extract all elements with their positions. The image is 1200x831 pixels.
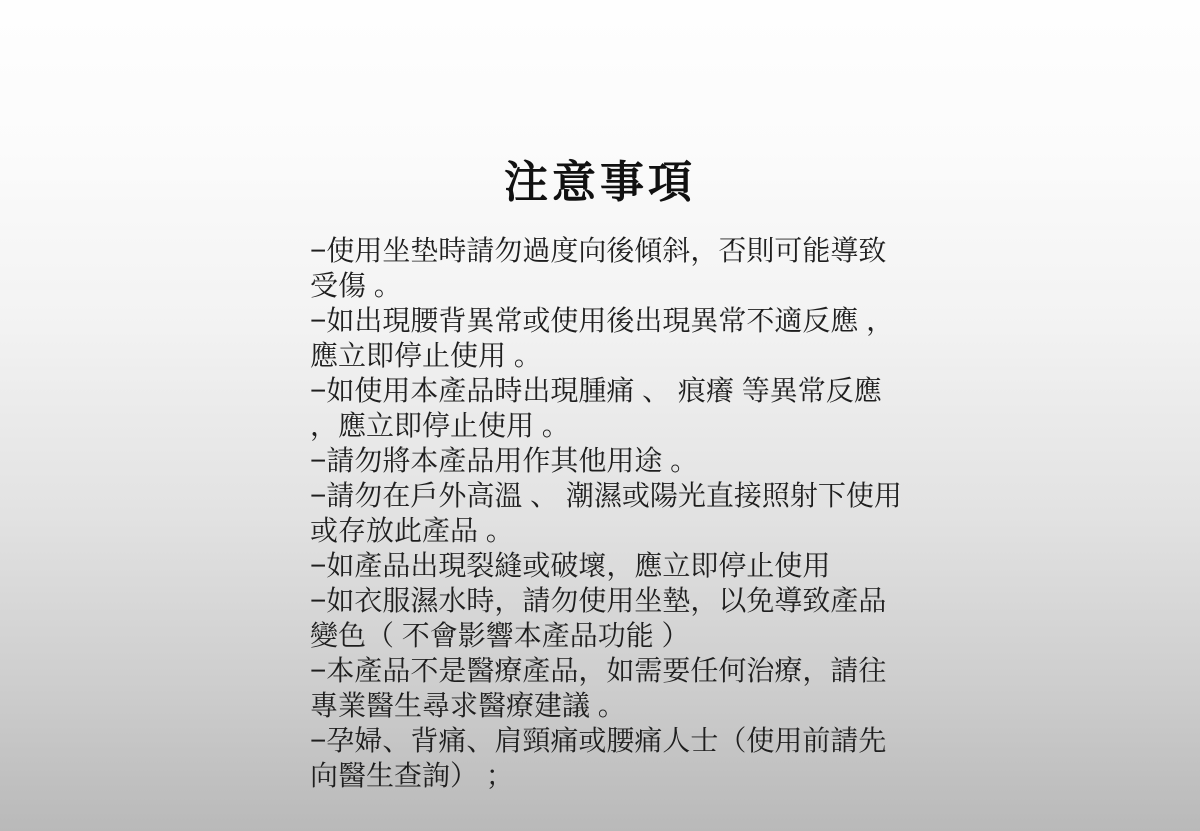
page-title: 注意事項: [504, 158, 696, 208]
notices-list: [310, 233, 908, 793]
notice-item: −本產品不是醫療產品，如需要任何治療，請往專業醫生尋求醫療建議 。: [310, 655, 887, 721]
notice-item: −使用坐垫時請勿過度向後傾斜，否則可能導致受傷 。: [310, 235, 887, 301]
notice-item: −如使用本產品時出現腫痛 、 痕癢 等異常反應 ，應立即停止使用 。: [310, 375, 882, 441]
notice-item: −如出現腰背異常或使用後出現異常不適反應 ，應立即停止使用 。: [310, 305, 895, 371]
notice-item: −如產品出現裂縫或破壞，應立即停止使用: [310, 550, 831, 581]
notice-item: −如衣服濕水時，請勿使用坐墊，以免導致產品變色（ 不會影響本產品功能 ）: [310, 585, 887, 651]
notice-item: −孕婦、背痛、肩頸痛或腰痛人士（使用前請先向醫生查詢） ；: [310, 725, 887, 791]
notice-item: −請勿在戶外高溫 、 潮濕或陽光直接照射下使用或存放此產品 。: [310, 480, 902, 546]
notice-item: −請勿將本產品用作其他用途 。: [310, 445, 699, 476]
